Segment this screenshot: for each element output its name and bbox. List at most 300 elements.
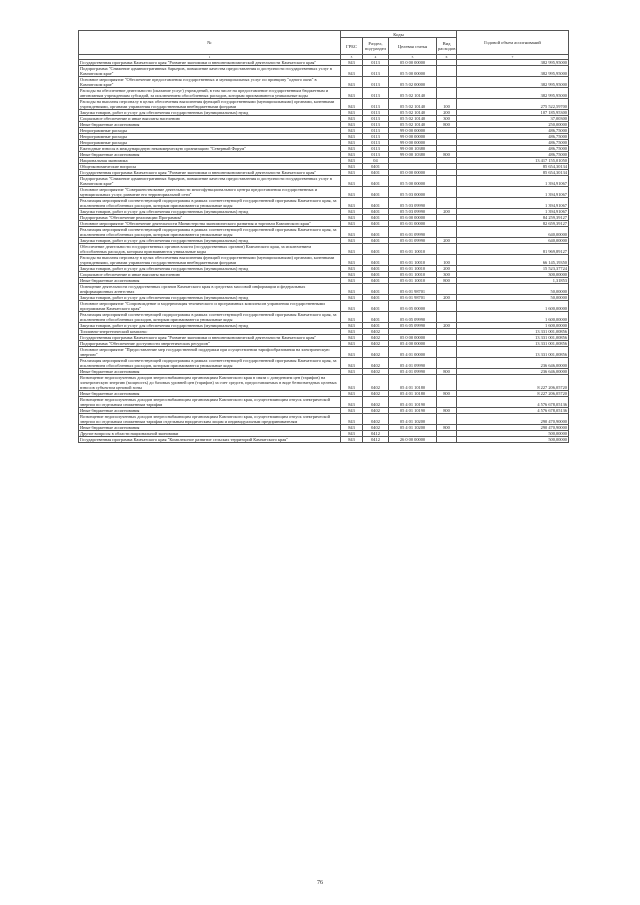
header-target: Целевая статья [389, 38, 437, 55]
cell-text: Реализация мероприятий соответствующей подпрограммы в рамках соответствующей государственной программы Камчатского края, за исключением обособленных расходов, которым присваиваются уникальные коды [79, 312, 341, 323]
cell-cs: 05 6 01 09990 [389, 227, 437, 238]
cell-cs: 05 4 01 09990 [389, 369, 437, 375]
cell-vr: 800 [437, 122, 457, 128]
cell-text: Непрограммные расходы [79, 128, 341, 134]
cell-cs: 26 0 00 00000 [389, 437, 437, 443]
table-row [79, 414, 569, 425]
cell-cs: 05 6 01 10010 [389, 278, 437, 284]
cell-text: Закупка товаров, работ и услуг для обеспечения государственных (муниципальных) нужд [79, 266, 341, 272]
cell-cs: 05 4 01 10200 [389, 425, 437, 431]
cell-cs: 05 5 02 00000 [389, 77, 437, 88]
cell-text: Государственная программа Камчатского края "Развитие экономики и внешнеэкономической деятельности Камчатского края" [79, 170, 341, 176]
cell-cs: 05 4 01 10180 [389, 375, 437, 391]
cell-vr [437, 347, 457, 358]
cell-cs: 05 5 02 10140 [389, 116, 437, 122]
cell-sum: 640,00000 [457, 238, 569, 244]
cell-rz: 0401 [363, 215, 389, 221]
header-grbs: ГРБС [341, 38, 363, 55]
cell-sum: 1 394,91067 [457, 198, 569, 209]
cell-rz: 0401 [363, 176, 389, 187]
cell-vr [437, 198, 457, 209]
cell-rz: 0113 [363, 110, 389, 116]
cell-sum: 382 995,95000 [457, 88, 569, 99]
cell-sum: 13 331 001,00856 [457, 329, 569, 335]
cell-vr: 100 [437, 255, 457, 266]
table-row [79, 99, 569, 110]
cell-sum: 1,31853 [457, 278, 569, 284]
cell-grbs: 843 [341, 266, 363, 272]
cell-rz: 0402 [363, 347, 389, 358]
cell-cs: 05 4 01 10200 [389, 414, 437, 425]
cell-text: Закупка товаров, работ и услуг для обеспечения государственных (муниципальных) нужд [79, 323, 341, 329]
cell-sum: 81 969,89127 [457, 244, 569, 255]
cell-rz: 0401 [363, 278, 389, 284]
cell-vr: 800 [437, 425, 457, 431]
cell-grbs: 843 [341, 397, 363, 408]
cell-rz: 0401 [363, 255, 389, 266]
header-codes: Коды [341, 31, 457, 38]
cell-vr [437, 88, 457, 99]
cell-grbs: 843 [341, 238, 363, 244]
cell-grbs: 843 [341, 278, 363, 284]
cell-text: Основное мероприятие "Сопровождение и модернизация технического и программных комплексов управления государственными программами Камчатского края" [79, 301, 341, 312]
cell-sum: 13 331 001,00856 [457, 341, 569, 347]
cell-rz: 0401 [363, 272, 389, 278]
cell-grbs: 843 [341, 295, 363, 301]
cell-rz: 0401 [363, 227, 389, 238]
cell-cs: 05 6 01 10010 [389, 266, 437, 272]
cell-text: Социальное обеспечение и иные выплаты населению [79, 116, 341, 122]
cell-cs: 05 4 01 00000 [389, 347, 437, 358]
cell-grbs: 843 [341, 425, 363, 431]
cell-rz: 0412 [363, 437, 389, 443]
cell-rz: 0401 [363, 198, 389, 209]
cell-sum: 486,75000 [457, 140, 569, 146]
cell-grbs: 843 [341, 60, 363, 66]
cell-rz: 0402 [363, 408, 389, 414]
cell-vr [437, 187, 457, 198]
cell-sum: 85 654,30134 [457, 170, 569, 176]
cell-grbs: 843 [341, 170, 363, 176]
cell-sum: 500,00000 [457, 431, 569, 437]
cell-rz: 0402 [363, 329, 389, 335]
cell-rz: 0113 [363, 60, 389, 66]
table-row [79, 397, 569, 408]
cell-vr: 800 [437, 278, 457, 284]
cell-vr: 200 [437, 110, 457, 116]
cell-vr: 800 [437, 408, 457, 414]
cell-grbs: 843 [341, 99, 363, 110]
cell-text: Государственная программа Камчатского края "Комплексное развитие сельских территорий Камчатского края" [79, 437, 341, 443]
table-row [79, 187, 569, 198]
cell-sum: 84 259,39127 [457, 215, 569, 221]
cell-text: Закупка товаров, работ и услуг для обеспечения государственных (муниципальных) нужд [79, 209, 341, 215]
cell-vr: 200 [437, 323, 457, 329]
cell-text: Другие вопросы в области национальной экономики [79, 431, 341, 437]
cell-text: Реализация мероприятий соответствующей подпрограммы в рамках соответствующей государственной программы Камчатского края, за исключением обособленных расходов, которым присваиваются уникальные коды [79, 227, 341, 238]
cell-rz: 0113 [363, 88, 389, 99]
cell-cs: 99 0 00 10380 [389, 146, 437, 152]
cell-sum: 486,75000 [457, 146, 569, 152]
cell-text: Основное мероприятие "Обеспечение деятельности Министерства экономического развития и торговли Камчатского края" [79, 221, 341, 227]
page-number: 76 [317, 880, 323, 886]
cell-sum: 1 394,91067 [457, 176, 569, 187]
cell-grbs: 843 [341, 158, 363, 164]
cell-grbs: 843 [341, 323, 363, 329]
cell-rz: 0401 [363, 323, 389, 329]
table-body [79, 55, 569, 443]
cell-rz: 0401 [363, 284, 389, 295]
cell-rz: 0401 [363, 244, 389, 255]
column-number: 3 [341, 55, 363, 60]
table-row [79, 301, 569, 312]
cell-text: Реализация мероприятий соответствующей подпрограммы в рамках соответствующей государственной программы Камчатского края, за исключением обособленных расходов, которым присваиваются уникальные коды [79, 198, 341, 209]
cell-cs: 05 5 02 10140 [389, 88, 437, 99]
cell-rz: 0113 [363, 152, 389, 158]
cell-vr [437, 176, 457, 187]
cell-grbs: 843 [341, 408, 363, 414]
cell-grbs: 843 [341, 164, 363, 170]
cell-rz: 0113 [363, 66, 389, 77]
cell-cs: 05 6 01 98701 [389, 295, 437, 301]
cell-cs: 05 0 00 00000 [389, 170, 437, 176]
cell-sum: 50,00000 [457, 284, 569, 295]
cell-grbs: 843 [341, 301, 363, 312]
cell-rz: 0401 [363, 301, 389, 312]
cell-text: Социальное обеспечение и иные выплаты населению [79, 272, 341, 278]
cell-cs: 05 6 01 10010 [389, 255, 437, 266]
cell-grbs: 843 [341, 255, 363, 266]
cell-grbs: 843 [341, 209, 363, 215]
table-row [79, 77, 569, 88]
cell-vr [437, 312, 457, 323]
cell-sum: 486,75000 [457, 134, 569, 140]
cell-cs: 05 5 00 00000 [389, 176, 437, 187]
cell-text: Расходы на обеспечение деятельности (оказание услуг) учреждений, в том числе на предоставление государственным бюджетным и автономным учреждениям субсидий, за исключением обособленных расходов, которым присваиваются уникальные коды [79, 88, 341, 99]
cell-grbs: 843 [341, 88, 363, 99]
cell-cs: 05 6 01 10010 [389, 272, 437, 278]
cell-grbs: 843 [341, 329, 363, 335]
table-row [79, 312, 569, 323]
cell-sum: 1 394,91067 [457, 187, 569, 198]
cell-text: Иные бюджетные ассигнования [79, 369, 341, 375]
cell-rz: 04 [363, 158, 389, 164]
cell-vr: 800 [437, 152, 457, 158]
cell-rz: 0401 [363, 187, 389, 198]
cell-vr [437, 437, 457, 443]
cell-grbs: 843 [341, 221, 363, 227]
cell-text: Обеспечение деятельности государственных органов власти (государственных органов) Камчатского края, за исключением обособленных расходов, которым присваиваются уникальные коды [79, 244, 341, 255]
cell-grbs: 843 [341, 369, 363, 375]
cell-vr: 200 [437, 266, 457, 272]
column-number: 1 [79, 55, 341, 60]
cell-text: Возмещение недополученных доходов энергоснабжающим организациям Камчатского края, осуществляющим отпуск электрической энергии по отдельным сниженным тарифам отдельным юридическим лицам и индивидуальным предпринимателям [79, 414, 341, 425]
cell-text: Ежегодные взносы в международную некоммерческую организацию "Северный Форум" [79, 146, 341, 152]
cell-cs: 99 0 00 00000 [389, 128, 437, 134]
table-row [79, 358, 569, 369]
cell-sum: 13 331 001,00856 [457, 335, 569, 341]
column-number: 7 [457, 55, 569, 60]
cell-text: Возмещение недополученных доходов энергоснабжающим организациям Камчатского края в связи с доведением цен (тарифов) на электрическую энергию (мощность) до базовых уровней цен (тарифов) за счет средств, предоставляемых в виде безвозмездных целевых взносов субъектом ценовой зоны [79, 375, 341, 391]
cell-sum: 1 600,00000 [457, 312, 569, 323]
header-razdel: Раздел, под-раздел [363, 38, 389, 55]
cell-vr [437, 358, 457, 369]
cell-text: Топливно-энергетический комплекс [79, 329, 341, 335]
cell-text: Основное мероприятие "Предоставление мер государственной поддержки при осуществлении тарифообразования на электрическую энергию" [79, 347, 341, 358]
cell-grbs: 843 [341, 66, 363, 77]
cell-cs: 05 4 01 09990 [389, 358, 437, 369]
cell-text: Подпрограмма "Снижение административных барьеров, повышение качества предоставления и доступности государственных услуг в Камчатском крае" [79, 66, 341, 77]
cell-grbs: 843 [341, 215, 363, 221]
cell-text: Основное мероприятие "Совершенствование деятельности многофункционального центра предоставления государственных и муниципальных услуг, развитие его территориальной сети" [79, 187, 341, 198]
budget-table-sheet [78, 30, 568, 443]
cell-sum: 1 600,00000 [457, 323, 569, 329]
cell-vr: 200 [437, 238, 457, 244]
cell-text: Непрограммные расходы [79, 140, 341, 146]
cell-text: Государственная программа Камчатского края "Развитие экономики и внешнеэкономической деятельности Камчатского края" [79, 335, 341, 341]
cell-sum: 236 646,00000 [457, 369, 569, 375]
cell-sum: 66 145,19350 [457, 255, 569, 266]
cell-sum: 275 522,59700 [457, 99, 569, 110]
table-row [79, 347, 569, 358]
table-row [79, 437, 569, 443]
cell-cs: 05 5 03 00000 [389, 187, 437, 198]
cell-text: Закупка товаров, работ и услуг для обеспечения государственных (муниципальных) нужд [79, 295, 341, 301]
cell-cs: 05 6 01 00000 [389, 221, 437, 227]
cell-text: Иные бюджетные ассигнования [79, 425, 341, 431]
table-row [79, 244, 569, 255]
cell-vr: 200 [437, 295, 457, 301]
cell-sum: 15 523,37724 [457, 266, 569, 272]
cell-grbs: 843 [341, 77, 363, 88]
cell-grbs: 843 [341, 375, 363, 391]
cell-rz: 0113 [363, 99, 389, 110]
cell-sum: 486,75000 [457, 152, 569, 158]
column-number: 4 [363, 55, 389, 60]
cell-vr: 800 [437, 369, 457, 375]
cell-sum: 82 659,39127 [457, 221, 569, 227]
cell-text: Непрограммные расходы [79, 134, 341, 140]
cell-sum: 8 227 206,05720 [457, 391, 569, 397]
cell-sum: 640,00000 [457, 227, 569, 238]
cell-vr [437, 301, 457, 312]
cell-vr [437, 227, 457, 238]
cell-cs: 05 5 00 00000 [389, 66, 437, 77]
cell-rz: 0401 [363, 312, 389, 323]
cell-text: Подпрограмма "Обеспечение реализации Программы" [79, 215, 341, 221]
cell-cs: 05 6 05 00000 [389, 301, 437, 312]
cell-cs: 05 4 00 00000 [389, 341, 437, 347]
cell-rz: 0402 [363, 414, 389, 425]
cell-grbs: 843 [341, 358, 363, 369]
cell-grbs: 843 [341, 244, 363, 255]
cell-text: Подпрограмма "Обеспечение доступности энергетических ресурсов" [79, 341, 341, 347]
cell-rz: 0402 [363, 358, 389, 369]
cell-grbs: 843 [341, 116, 363, 122]
cell-rz: 0401 [363, 266, 389, 272]
cell-grbs: 843 [341, 272, 363, 278]
cell-rz: 0402 [363, 335, 389, 341]
cell-grbs: 843 [341, 110, 363, 116]
cell-cs: 05 6 01 10010 [389, 244, 437, 255]
cell-rz: 0401 [363, 238, 389, 244]
table-row [79, 176, 569, 187]
cell-text: Иные бюджетные ассигнования [79, 408, 341, 414]
cell-rz: 0113 [363, 128, 389, 134]
cell-rz: 0113 [363, 122, 389, 128]
cell-rz: 0113 [363, 140, 389, 146]
cell-vr: 800 [437, 391, 457, 397]
cell-rz: 0402 [363, 425, 389, 431]
cell-cs: 05 6 01 98701 [389, 284, 437, 295]
cell-sum: 1 600,00000 [457, 301, 569, 312]
cell-text: Возмещение недополученных доходов энергоснабжающим организациям Камчатского края, осуществляющим отпуск электрической энергии по отдельным сниженным тарифам [79, 397, 341, 408]
cell-rz: 0412 [363, 431, 389, 437]
cell-text: Расходы на выплаты персоналу в целях обеспечения выполнения функций государственными (муниципальными) органами, казенными учреждениями, органами управления государственными внебюджетными фондами [79, 255, 341, 266]
cell-sum: 290 470,90000 [457, 425, 569, 431]
header-amount: Годовой объем ассигнований [457, 31, 569, 55]
cell-grbs: 843 [341, 431, 363, 437]
cell-grbs: 843 [341, 437, 363, 443]
cell-vr [437, 66, 457, 77]
table-row [79, 227, 569, 238]
cell-sum: 382 995,95000 [457, 77, 569, 88]
cell-vr: 100 [437, 99, 457, 110]
cell-sum: 290 470,90000 [457, 414, 569, 425]
cell-text: Закупка товаров, работ и услуг для обеспечения государственных (муниципальных) нужд [79, 238, 341, 244]
cell-vr: 300 [437, 116, 457, 122]
cell-rz: 0113 [363, 77, 389, 88]
cell-sum: 300,00000 [457, 272, 569, 278]
cell-cs: 05 5 02 10140 [389, 110, 437, 116]
cell-text: Иные бюджетные ассигнования [79, 391, 341, 397]
cell-rz: 0401 [363, 295, 389, 301]
cell-sum: 500,00000 [457, 437, 569, 443]
cell-grbs: 843 [341, 198, 363, 209]
cell-sum: 13 417 155,01050 [457, 158, 569, 164]
cell-sum: 85 654,30134 [457, 164, 569, 170]
cell-rz: 0402 [363, 341, 389, 347]
cell-grbs: 843 [341, 152, 363, 158]
cell-rz: 0402 [363, 375, 389, 391]
cell-sum: 107 185,95300 [457, 110, 569, 116]
cell-rz: 0113 [363, 134, 389, 140]
cell-text: Государственная программа Камчатского края "Развитие экономики и внешнеэкономической деятельности Камчатского края" [79, 60, 341, 66]
cell-vr [437, 244, 457, 255]
cell-grbs: 843 [341, 146, 363, 152]
cell-sum: 382 995,95000 [457, 66, 569, 77]
cell-vr: 200 [437, 209, 457, 215]
cell-text: Иные бюджетные ассигнования [79, 278, 341, 284]
cell-text: Закупка товаров, работ и услуг для обеспечения государственных (муниципальных) нужд [79, 110, 341, 116]
cell-grbs: 843 [341, 414, 363, 425]
cell-grbs: 843 [341, 335, 363, 341]
cell-cs: 05 5 02 10140 [389, 122, 437, 128]
cell-sum: 1 394,91067 [457, 209, 569, 215]
header-vid: Вид расходов [437, 38, 457, 55]
cell-grbs: 843 [341, 391, 363, 397]
cell-grbs: 843 [341, 284, 363, 295]
cell-text: Иные бюджетные ассигнования [79, 152, 341, 158]
cell-sum: 250,00000 [457, 122, 569, 128]
cell-vr: 300 [437, 272, 457, 278]
column-number: 6 [437, 55, 457, 60]
cell-sum: 13 331 001,00856 [457, 347, 569, 358]
header-number: № [79, 31, 341, 55]
cell-grbs: 843 [341, 134, 363, 140]
cell-vr [437, 397, 457, 408]
cell-grbs: 843 [341, 122, 363, 128]
cell-cs: 05 5 02 10140 [389, 99, 437, 110]
cell-vr [437, 284, 457, 295]
cell-grbs: 843 [341, 140, 363, 146]
cell-sum: 236 646,00000 [457, 358, 569, 369]
table-row [79, 255, 569, 266]
cell-grbs: 843 [341, 128, 363, 134]
cell-rz: 0402 [363, 397, 389, 408]
cell-rz: 0113 [363, 146, 389, 152]
cell-text: Общеэкономические вопросы [79, 164, 341, 170]
cell-rz: 0401 [363, 164, 389, 170]
cell-cs: 05 6 05 09990 [389, 312, 437, 323]
cell-text: Реализация мероприятий соответствующей подпрограммы в рамках соответствующей государственной программы Камчатского края, за исключением обособленных расходов, которым присваиваются уникальные коды [79, 358, 341, 369]
table-row [79, 88, 569, 99]
cell-sum: 4 576 678,05136 [457, 408, 569, 414]
cell-cs: 99 0 00 00000 [389, 134, 437, 140]
table-row [79, 198, 569, 209]
cell-cs: 99 0 00 10380 [389, 152, 437, 158]
cell-cs: 05 6 05 09990 [389, 323, 437, 329]
cell-text: Подпрограмма "Снижение административных барьеров, повышение качества предоставления и доступности государственных услуг в Камчатском крае" [79, 176, 341, 187]
table-row [79, 284, 569, 295]
cell-grbs: 843 [341, 187, 363, 198]
cell-grbs: 843 [341, 176, 363, 187]
table-row [79, 66, 569, 77]
cell-sum: 4 576 678,05136 [457, 397, 569, 408]
cell-grbs: 843 [341, 227, 363, 238]
cell-cs: 05 0 00 00000 [389, 60, 437, 66]
cell-cs: 05 6 01 09990 [389, 238, 437, 244]
cell-text: Освещение деятельности государственных органов Камчатского края в средствах массовой информации и федеральных информационных агентствах [79, 284, 341, 295]
cell-text: Основное мероприятие "Обеспечение предоставления государственных и муниципальных услуг по принципу "одного окна" в Камчатском крае" [79, 77, 341, 88]
cell-cs: 05 4 01 10190 [389, 408, 437, 414]
budget-table [78, 30, 569, 443]
cell-sum: 382 995,95000 [457, 60, 569, 66]
cell-sum: 37,00300 [457, 116, 569, 122]
table-row [79, 375, 569, 391]
cell-cs: 99 0 00 00000 [389, 140, 437, 146]
cell-cs: 05 6 00 00000 [389, 215, 437, 221]
cell-rz: 0401 [363, 221, 389, 227]
cell-rz: 0402 [363, 391, 389, 397]
cell-sum: 486,75000 [457, 128, 569, 134]
cell-rz: 0402 [363, 369, 389, 375]
cell-grbs: 843 [341, 312, 363, 323]
column-number: 5 [389, 55, 437, 60]
cell-text: Национальная экономика [79, 158, 341, 164]
cell-cs: 05 5 03 09990 [389, 209, 437, 215]
cell-sum: 50,00000 [457, 295, 569, 301]
cell-grbs: 843 [341, 341, 363, 347]
cell-cs: 05 5 03 09990 [389, 198, 437, 209]
cell-cs: 05 4 01 10180 [389, 391, 437, 397]
cell-vr [437, 375, 457, 391]
cell-vr [437, 77, 457, 88]
cell-cs: 05 4 01 10190 [389, 397, 437, 408]
cell-sum: 8 227 206,05720 [457, 375, 569, 391]
cell-text: Расходы на выплаты персоналу в целях обеспечения выполнения функций государственными (муниципальными) органами, казенными учреждениями, органами управления государственными внебюджетными фондами [79, 99, 341, 110]
cell-rz: 0401 [363, 170, 389, 176]
